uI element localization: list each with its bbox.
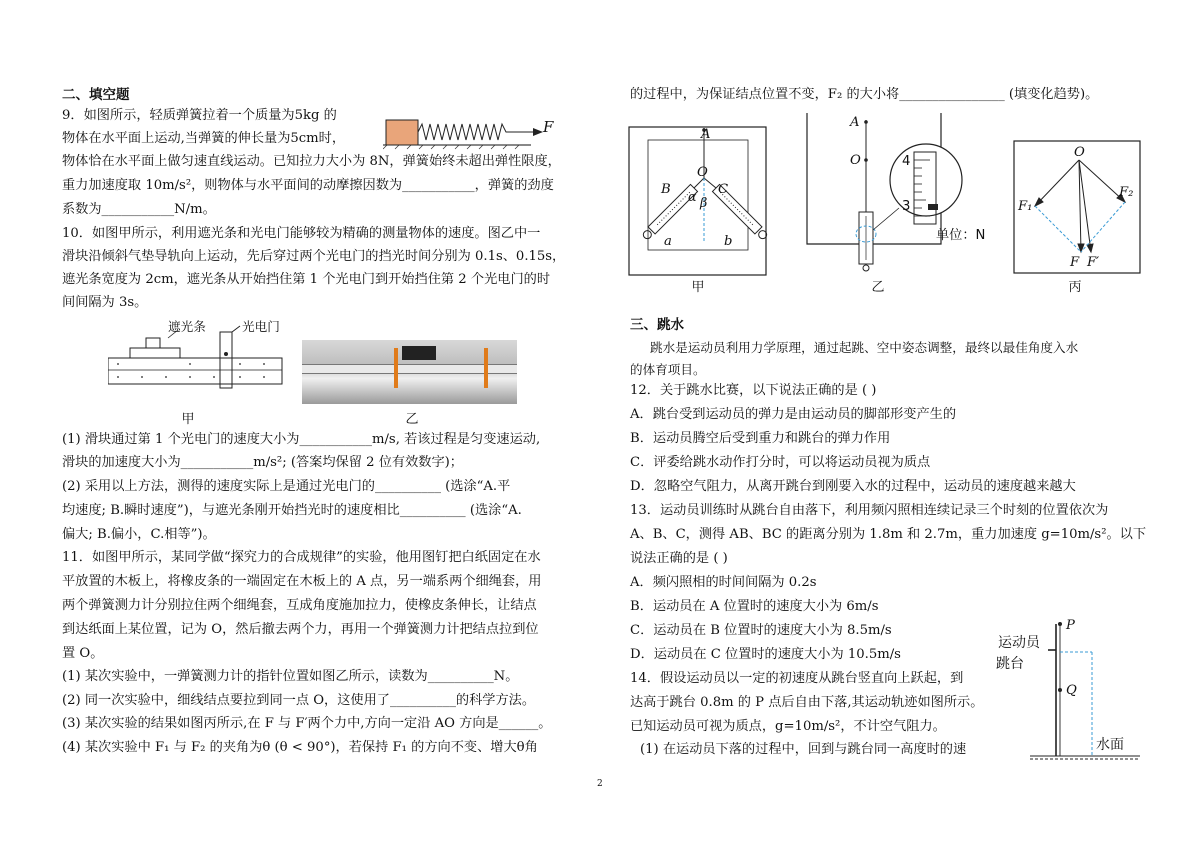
q11-bing-label-Fprime: F′: [1087, 255, 1100, 270]
q11-bing-label-F: F: [1070, 255, 1080, 270]
q11-bing-label-F1: F₁: [1018, 199, 1033, 214]
q13-stem-2: A、B、C，测得 AB、BC 的距离分别为 1.8m 和 2.7m，重力加速度 g=10m/s²。以下: [630, 527, 1147, 542]
q10-line-4: 间间隔为 3s。: [62, 295, 148, 310]
q11-caption-bing: 丙: [1068, 280, 1082, 295]
q10-caption-yi: 乙: [405, 412, 419, 427]
q11-continuation: 的过程中，为保证结点位置不变，F₂ 的大小将________________ (填变化趋势)。: [630, 87, 1099, 102]
q10-part-2a: (2) 采用以上方法，测得的速度实际上是通过光电门的__________ (选涂“A.平: [62, 479, 511, 494]
q11-jia-label-C: C: [718, 182, 729, 197]
q9-line-1: 9．如图所示，轻质弹簧拉着一个质量为5kg 的: [62, 108, 337, 123]
q9-spring-figure: [383, 114, 563, 150]
q11-yi-unit: 单位：N: [936, 228, 986, 243]
q13-stem-3: 说法正确的是 ( ): [630, 551, 728, 566]
q11-line-2: 平放置的木板上，将橡皮条的一端固定在木板上的 A 点，另一端系两个细绳套，用: [62, 574, 542, 589]
q10-part-2c: 偏大; B.偏小，C.相等”)。: [62, 527, 216, 542]
q9-line-2: 物体在水平面上运动,当弹簧的伸长量为5cm时，: [62, 131, 346, 146]
q11-part-2: (2) 同一次实验中，细线结点要拉到同一点 O，这使用了__________的科学方法。: [62, 693, 536, 708]
q9-line-5: 系数为___________N/m。: [62, 202, 216, 217]
q11-jia-label-alpha: α: [688, 189, 697, 204]
q10-part-1b: 滑块的加速度大小为___________m/s²; (答案均保留 2 位有效数字)；: [62, 455, 463, 470]
q12-option-a: A．跳台受到运动员的弹力是由运动员的脚部形变产生的: [630, 407, 957, 422]
q9-line-3: 物体恰在水平面上做匀速直线运动。已知拉力大小为 8N，弹簧始终未超出弹性限度，: [62, 154, 561, 169]
q12-stem: 12．关于跳水比赛，以下说法正确的是 ( ): [630, 383, 877, 398]
q11-line-5: 置 O。: [62, 646, 104, 661]
q12-option-b: B．运动员腾空后受到重力和跳台的弹力作用: [630, 431, 891, 446]
q11-bing-label-F2: F₂: [1119, 185, 1134, 200]
diving-intro-1: 跳水是运动员利用力学原理，通过起跳、空中姿态调整，最终以最佳角度入水: [650, 340, 1079, 355]
slider-block: [402, 346, 436, 360]
q9-line-4: 重力加速度取 10m/s²，则物体与水平面间的动摩擦因数为___________，弹簧的劲度: [62, 178, 554, 193]
page-number: 2: [597, 779, 603, 789]
q10-line-1: 10．如图甲所示，利用遮光条和光电门能够较为精确的测量物体的速度。图乙中一: [62, 226, 541, 241]
q11-line-4: 到达纸面上某位置，记为 O，然后撤去两个力，再用一个弹簧测力计把结点拉到位: [62, 622, 539, 637]
q14-label-athlete: 运动员: [998, 635, 1040, 651]
q11-caption-yi: 乙: [871, 280, 885, 295]
q10-line-3: 遮光条宽度为 2cm，遮光条从开始挡住第 1 个光电门到开始挡住第 2 个光电门的时: [62, 272, 551, 287]
q11-jia-label-O: O: [697, 165, 708, 180]
q11-figure-jia: [628, 126, 768, 278]
q13-option-d: D．运动员在 C 位置时的速度大小为 10.5m/s: [630, 647, 901, 662]
q14-part-1: (1) 在运动员下落的过程中，回到与跳台同一高度时的速: [640, 742, 967, 757]
q14-label-water: 水面: [1096, 737, 1124, 753]
photogate-2: [484, 348, 488, 388]
q11-part-4: (4) 某次实验中 F₁ 与 F₂ 的夹角为θ (θ < 90°)，若保持 F₁ 的方向不变、增大θ角: [62, 740, 538, 755]
q14-stem-3: 已知运动员可视为质点，g=10m/s²，不计空气阻力。: [630, 719, 946, 734]
photogate-1: [394, 348, 398, 388]
q13-stem-1: 13．运动员训练时从跳台自由落下，利用频闪照相连续记录三个时刻的位置依次为: [630, 503, 1109, 518]
q11-jia-label-b: b: [724, 234, 733, 249]
q10-caption-jia: 甲: [181, 412, 195, 427]
q9-force-label: F: [543, 118, 554, 136]
q14-label-Q: Q: [1066, 683, 1077, 698]
q11-line-3: 两个弹簧测力计分别拉住两个细绳套，互成角度施加拉力，使橡皮条伸长，让结点: [62, 598, 537, 613]
q10-part-1a: (1) 滑块通过第 1 个光电门的速度大小为___________m/s, 若该过程是匀变速运动,: [62, 432, 541, 447]
q11-part-1: (1) 某次实验中，一弹簧测力计的指针位置如图乙所示，读数为__________N。: [62, 669, 519, 684]
diving-intro-2: 的体育项目。: [630, 362, 706, 377]
q10-photo-yi: [302, 340, 517, 404]
section-heading-diving: 三、跳水: [630, 317, 684, 333]
q11-yi-label-A: A: [850, 115, 860, 130]
q11-yi-label-O: O: [850, 153, 861, 168]
q11-bing-label-O: O: [1074, 145, 1085, 160]
q14-trajectory-figure: [1030, 616, 1142, 764]
q11-jia-label-A: A: [701, 127, 711, 142]
q11-caption-jia: 甲: [691, 280, 705, 295]
q11-jia-label-beta: β: [700, 195, 708, 210]
q11-part-3: (3) 某次实验的结果如图丙所示,在 F 与 F′两个力中,方向一定沿 AO 方向是______。: [62, 716, 552, 731]
q11-yi-tick-4: 4: [902, 154, 911, 169]
section-heading-fill-blank: 二、填空题: [62, 87, 130, 103]
q10-label-photogate: 光电门: [242, 319, 280, 334]
q11-yi-tick-3: 3: [902, 199, 911, 214]
q11-line-1: 11．如图甲所示，某同学做“探究力的合成规律”的实验，他用图钉把白纸固定在水: [62, 550, 541, 565]
q12-option-c: C．评委给跳水动作打分时，可以将运动员视为质点: [630, 455, 931, 470]
q13-option-c: C．运动员在 B 位置时的速度大小为 8.5m/s: [630, 623, 892, 638]
q11-figure-yi: [806, 112, 966, 272]
q11-jia-label-B: B: [661, 182, 671, 197]
q14-label-platform: 跳台: [996, 656, 1024, 672]
q14-stem-2: 达高于跳台 0.8m 的 P 点后自由下落,其运动轨迹如图所示。: [630, 695, 984, 710]
q13-option-b: B．运动员在 A 位置时的速度大小为 6m/s: [630, 599, 879, 614]
q10-label-shading-strip: 遮光条: [168, 319, 206, 334]
q14-label-P: P: [1066, 618, 1075, 633]
q10-line-2: 滑块沿倾斜气垫导轨向上运动，先后穿过两个光电门的挡光时间分别为 0.1s、0.15s，: [62, 249, 566, 264]
q14-stem-1: 14．假设运动员以一定的初速度从跳台竖直向上跃起，到: [630, 671, 964, 686]
q10-part-2b: 均速度; B.瞬时速度”)，与遮光条刚开始挡光时的速度相比__________ (选涂“A.: [62, 503, 522, 518]
q11-jia-label-a: a: [664, 234, 672, 249]
q13-option-a: A．频闪照相的时间间隔为 0.2s: [630, 575, 817, 590]
q12-option-d: D．忽略空气阻力，从离开跳台到刚要入水的过程中，运动员的速度越来越大: [630, 479, 1076, 494]
